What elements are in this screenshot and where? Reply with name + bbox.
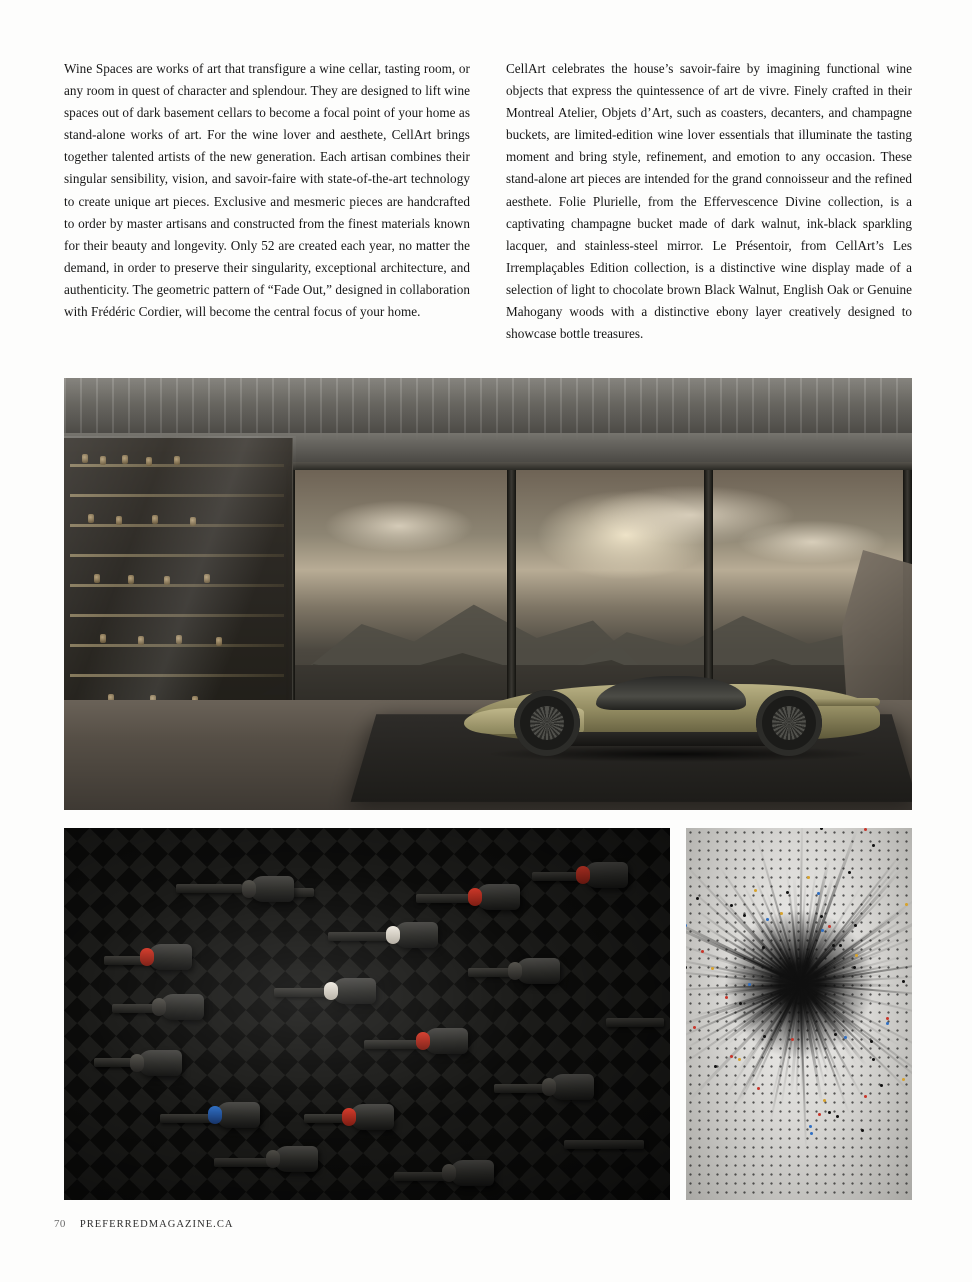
text-column-left xyxy=(64,58,470,345)
paragraph-right: CellArt celebrates the house’s savoir-faire by imagining functional wine objects that express the quintessence of art de vivre. Finely crafted in their Montreal Atelier, Objets d’Art, such as coasters, decanters, and champagne buckets, are limited-edition wine lover essentials that illuminate the tasting moment and bring style, refinement, and emotion to any occasion. These stand-alone art pieces are intended for the grand connoisseur and the refined aesthete. Folie Plurielle, from the Effervescence Divine collection, is a captivating champagne bucket made of dark walnut, ink-black sparkling lacquer, and stainless-steel mirror. Le Présentoir, from CellArt’s Les Irremplaçables Edition collection, is a distinctive wine display made of a selection of light to chocolate brown Black Walnut, English Oak or Genuine Mahogany woods with a distinctive ebony layer creatively designed to showcase bottle treasures. xyxy=(506,61,912,342)
splash-speck xyxy=(711,967,714,970)
splash-speck xyxy=(832,944,835,947)
splash-speck xyxy=(848,871,851,874)
page-number: 70 xyxy=(54,1218,66,1230)
splash-speck xyxy=(762,946,765,949)
splash-speck xyxy=(886,1022,889,1025)
splash-speck xyxy=(864,828,867,831)
splash-speck xyxy=(817,892,820,895)
cloud xyxy=(324,500,474,552)
splash-speck xyxy=(754,889,757,892)
splash-speck xyxy=(836,1115,839,1118)
splash-speck xyxy=(861,1129,864,1132)
splash-speck xyxy=(823,1099,826,1102)
splash-speck xyxy=(738,1058,741,1061)
splash-speck xyxy=(693,1026,696,1029)
splash-speck xyxy=(766,918,769,921)
splash-speck xyxy=(757,1087,760,1090)
splash-speck xyxy=(886,1017,889,1020)
splash-speck xyxy=(763,1035,766,1038)
splash-speck xyxy=(864,1095,867,1098)
splash-speck xyxy=(839,944,842,947)
splash-speck xyxy=(730,1055,733,1058)
splash-speck xyxy=(791,1038,794,1041)
splash-speck xyxy=(743,914,746,917)
wall-vignette xyxy=(64,828,670,1200)
article-body xyxy=(64,58,912,345)
splash-speck xyxy=(820,915,823,918)
splash-speck xyxy=(872,844,875,847)
splash-speck xyxy=(872,1058,875,1061)
car-front-wheel xyxy=(514,690,580,756)
text-column-right xyxy=(506,58,912,345)
supercar xyxy=(468,654,880,762)
splash-speck xyxy=(701,950,704,953)
splash-speck xyxy=(714,1065,717,1068)
figure-ink-splash-pin-art xyxy=(686,828,912,1200)
splash-speck xyxy=(786,891,789,894)
splash-speck xyxy=(905,903,908,906)
page-footer xyxy=(54,1218,234,1230)
splash-speck xyxy=(748,983,751,986)
splash-speck xyxy=(855,954,858,957)
splash-speck xyxy=(739,1002,742,1005)
splash-speck xyxy=(730,904,733,907)
splash-speck xyxy=(902,1078,905,1081)
splash-speck xyxy=(810,1132,813,1135)
hero-ceiling xyxy=(64,378,912,440)
car-rear-wheel xyxy=(756,690,822,756)
splash-speck xyxy=(821,929,824,932)
car-canopy xyxy=(596,676,746,710)
splash-speck xyxy=(809,1125,812,1128)
figure-hero-wine-cellar-supercar xyxy=(64,378,912,810)
splash-speck xyxy=(853,966,856,969)
splash-speck xyxy=(780,912,783,915)
paragraph-left: Wine Spaces are works of art that transfigure a wine cellar, tasting room, or any room in quest of character and splendour. They are designed to lift wine spaces out of dark basement cellars to become a focal point of your home as stand-alone works of art. For the wine lover and aesthete, CellArt brings together talented artists of the new generation. Each artisan combines their singular sensibility, vision, and savoir-faire with state-of-the-art technology to create unique art pieces. Exclusive and mesmeric pieces are handcrafted to order by master artisans and constructed from the finest materials known for their beauty and longevity. Only 52 are created each year, no matter the demand, in order to preserve their singularity, exceptional architecture, and authenticity. The geometric pattern of “Fade Out,” designed in collaboration with Frédéric Cordier, will become the central focus of your home. xyxy=(64,61,470,320)
splash-speck xyxy=(725,996,728,999)
splash-speck xyxy=(834,1033,837,1036)
splash-speck xyxy=(828,925,831,928)
splash-speck xyxy=(844,1036,847,1039)
splash-speck xyxy=(696,897,699,900)
splash-speck xyxy=(854,924,857,927)
splash-speck xyxy=(818,1113,821,1116)
splash-speck xyxy=(902,980,905,983)
splash-speck xyxy=(880,1084,883,1087)
figure-wine-wall-bottles xyxy=(64,828,670,1200)
splash-speck xyxy=(828,1111,831,1114)
magazine-url: PREFERREDMAGAZINE.CA xyxy=(79,1219,234,1230)
splash-speck xyxy=(870,1040,873,1043)
splash-speck xyxy=(807,876,810,879)
